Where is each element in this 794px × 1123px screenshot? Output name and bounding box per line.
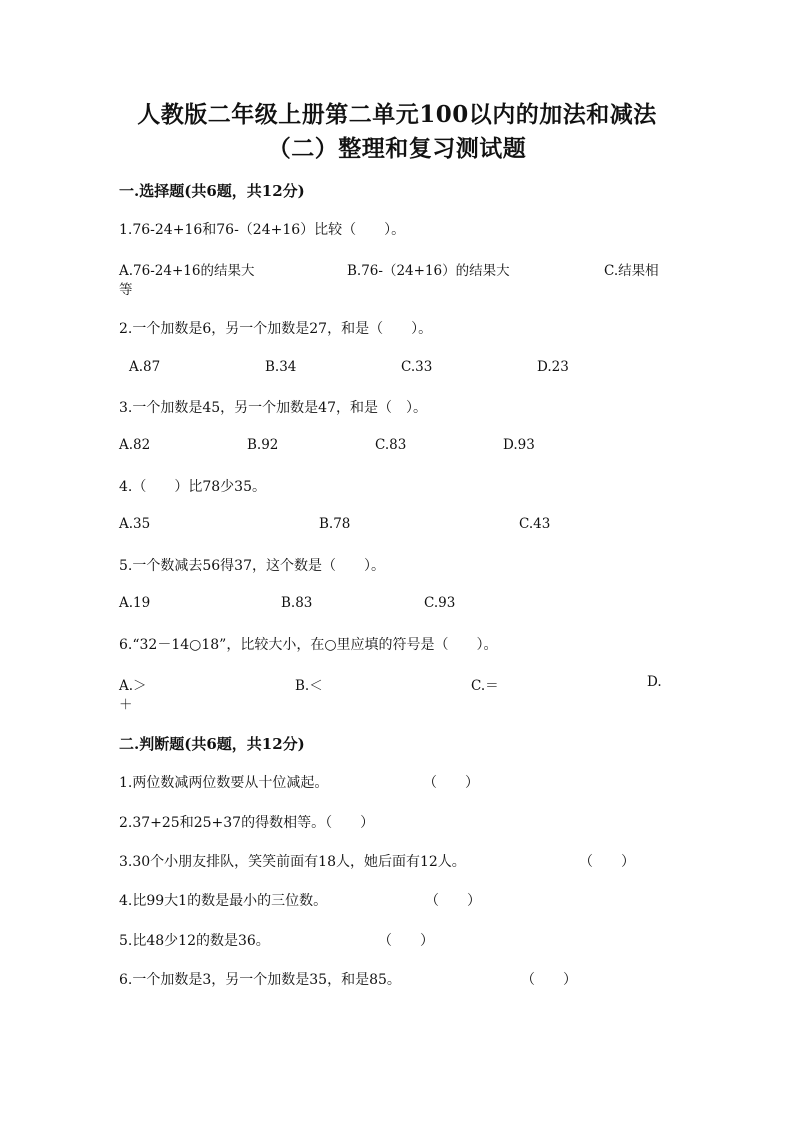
question-stem: 6.“32－14○18”，比较大小，在○里应填的符号是（ ）。 (119, 637, 498, 653)
option-c-wrap: 等 (119, 282, 133, 298)
option-d-wrap: ＋ (119, 697, 133, 713)
question-stem: 2.一个加数是6，另一个加数是27，和是（ ）。 (119, 321, 433, 337)
option-d: D.23 (537, 359, 569, 375)
option-c: C.结果相 (604, 263, 659, 279)
option-c: C.43 (519, 516, 551, 532)
option-b: B.34 (265, 359, 297, 375)
question-stem: 5.一个数减去56得37，这个数是（ ）。 (119, 558, 385, 574)
section-heading-judgement: 二.判断题(共6题，共12分) (119, 735, 305, 753)
option-b: B.78 (319, 516, 351, 532)
option-c: C.＝ (471, 678, 499, 694)
option-c: C.93 (424, 595, 456, 611)
answer-paren: （ ） (425, 893, 481, 909)
option-b: B.76-（24+16）的结果大 (347, 263, 510, 279)
option-c: C.33 (401, 359, 433, 375)
page-title-line2: （二）整理和复习测试题 (267, 135, 527, 162)
option-a: A.19 (119, 595, 151, 611)
answer-paren: （ ） (423, 775, 479, 791)
option-b: B.83 (281, 595, 313, 611)
question-stem: 3.一个加数是45，另一个加数是47，和是（ ）。 (119, 400, 427, 416)
answer-paren: （ ） (521, 972, 577, 988)
option-a: A.87 (129, 359, 161, 375)
question-stem: 2.37+25和25+37的得数相等。（ ） (119, 815, 375, 831)
question-stem: 4.比99大1的数是最小的三位数。 (119, 893, 328, 909)
answer-paren: （ ） (378, 933, 434, 949)
question-stem: 5.比48少12的数是36。 (119, 933, 270, 949)
page-title-line1: 人教版二年级上册第二单元100以内的加法和减法 (137, 101, 657, 128)
option-a: A.35 (119, 516, 151, 532)
option-b: B.＜ (295, 678, 323, 694)
option-a: A.82 (119, 437, 151, 453)
question-stem: 6.一个加数是3，另一个加数是35，和是85。 (119, 972, 401, 988)
section-heading-choice: 一.选择题(共6题，共12分) (119, 182, 305, 200)
option-a: A.＞ (119, 678, 147, 694)
question-stem: 1.两位数减两位数要从十位减起。 (119, 775, 329, 791)
option-a: A.76-24+16的结果大 (119, 263, 255, 279)
option-b: B.92 (247, 437, 279, 453)
option-d: D.93 (503, 437, 535, 453)
question-stem: 3.30个小朋友排队，笑笑前面有18人，她后面有12人。 (119, 854, 466, 870)
question-stem: 4.（ ）比78少35。 (119, 479, 266, 495)
option-d: D. (647, 674, 662, 690)
option-c: C.83 (375, 437, 407, 453)
answer-paren: （ ） (579, 854, 635, 870)
question-stem: 1.76-24+16和76-（24+16）比较（ ）。 (119, 222, 406, 238)
